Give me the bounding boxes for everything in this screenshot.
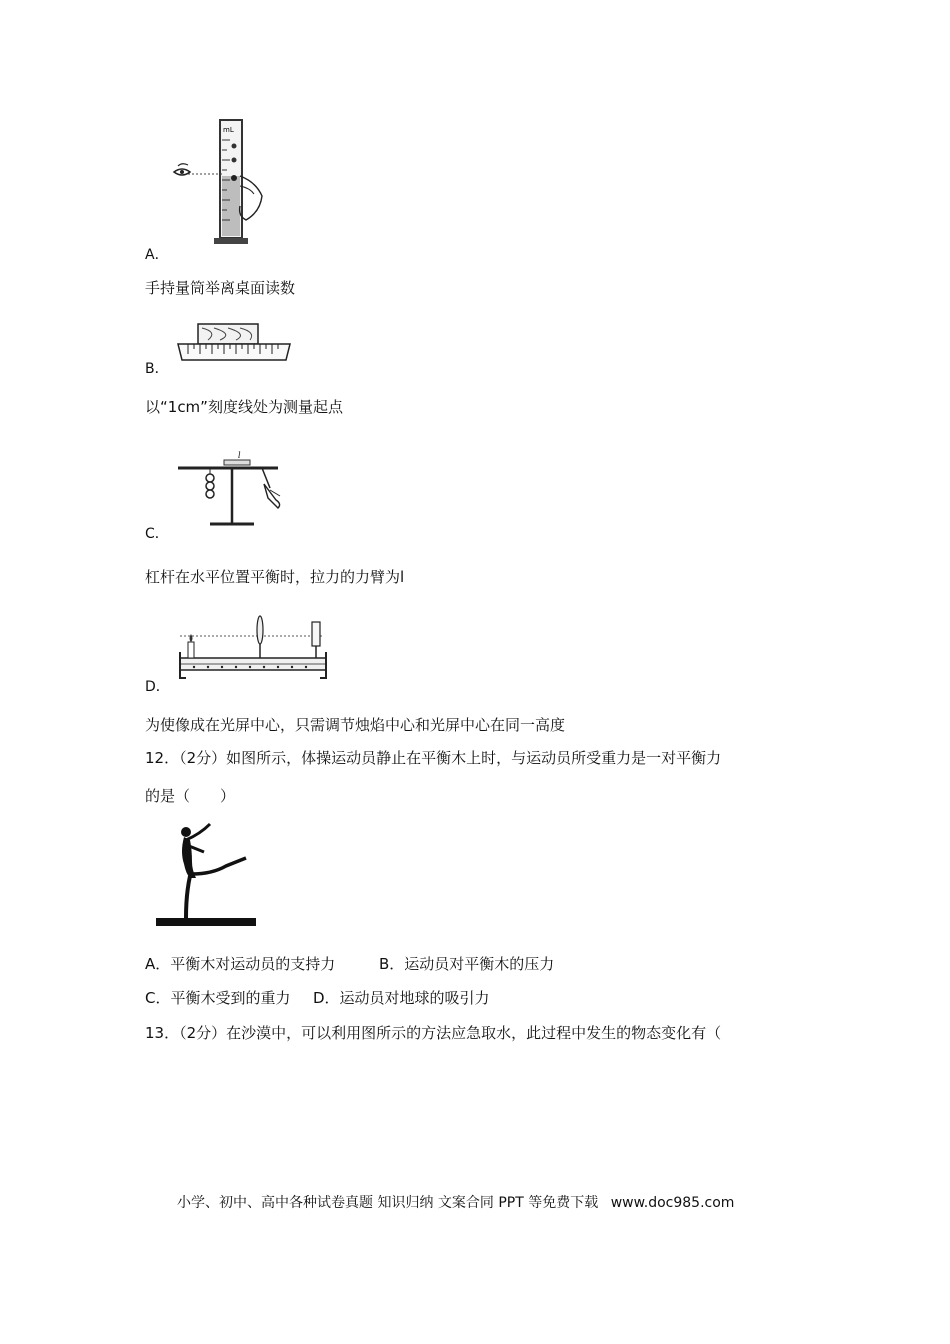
q12-option-a: A．平衡木对运动员的支持力: [145, 955, 336, 973]
cylinder-unit-label: mL: [223, 126, 234, 134]
option-c-label: C．: [145, 526, 169, 542]
option-d-caption: 为使像成在光屏中心，只需调节烛焰中心和光屏中心在同一高度: [145, 716, 566, 734]
footer-text: 小学、初中、高中各种试卷真题 知识归纳 文案合同 PPT 等免费下载: [177, 1195, 599, 1211]
lever-figure: [174, 448, 289, 533]
option-b-label: B．: [145, 361, 169, 377]
option-d-label: D．: [145, 679, 170, 695]
q13-stem-line1: 13．（2分）在沙漠中，可以利用图所示的方法应急取水，此过程中发生的物态变化有（: [145, 1024, 722, 1042]
footer: [177, 1192, 734, 1212]
q12-option-c: C．平衡木受到的重力: [145, 989, 291, 1007]
option-b-caption: 以“1cm”刻度线处为测量起点: [145, 398, 343, 416]
q12-option-d: D．运动员对地球的吸引力: [313, 989, 490, 1007]
gymnast-balance-beam-figure: [156, 822, 260, 930]
q12-stem-line2: 的是（ ）: [145, 787, 236, 805]
graduated-cylinder-figure: [170, 116, 270, 248]
lever-arm-label: l: [238, 451, 241, 460]
option-c-caption: 杠杆在水平位置平衡时，拉力的力臂为l: [145, 568, 405, 586]
footer-url[interactable]: www.doc985.com: [610, 1195, 735, 1211]
option-a-label: A．: [145, 247, 169, 263]
option-a-caption: 手持量筒举离桌面读数: [145, 279, 296, 297]
q12-option-b: B．运动员对平衡木的压力: [379, 955, 555, 973]
optical-bench-figure: [174, 612, 334, 688]
ruler-block-figure: [174, 322, 294, 372]
q12-stem-line1: 12．（2分）如图所示，体操运动员静止在平衡木上时，与运动员所受重力是一对平衡力: [145, 749, 722, 767]
